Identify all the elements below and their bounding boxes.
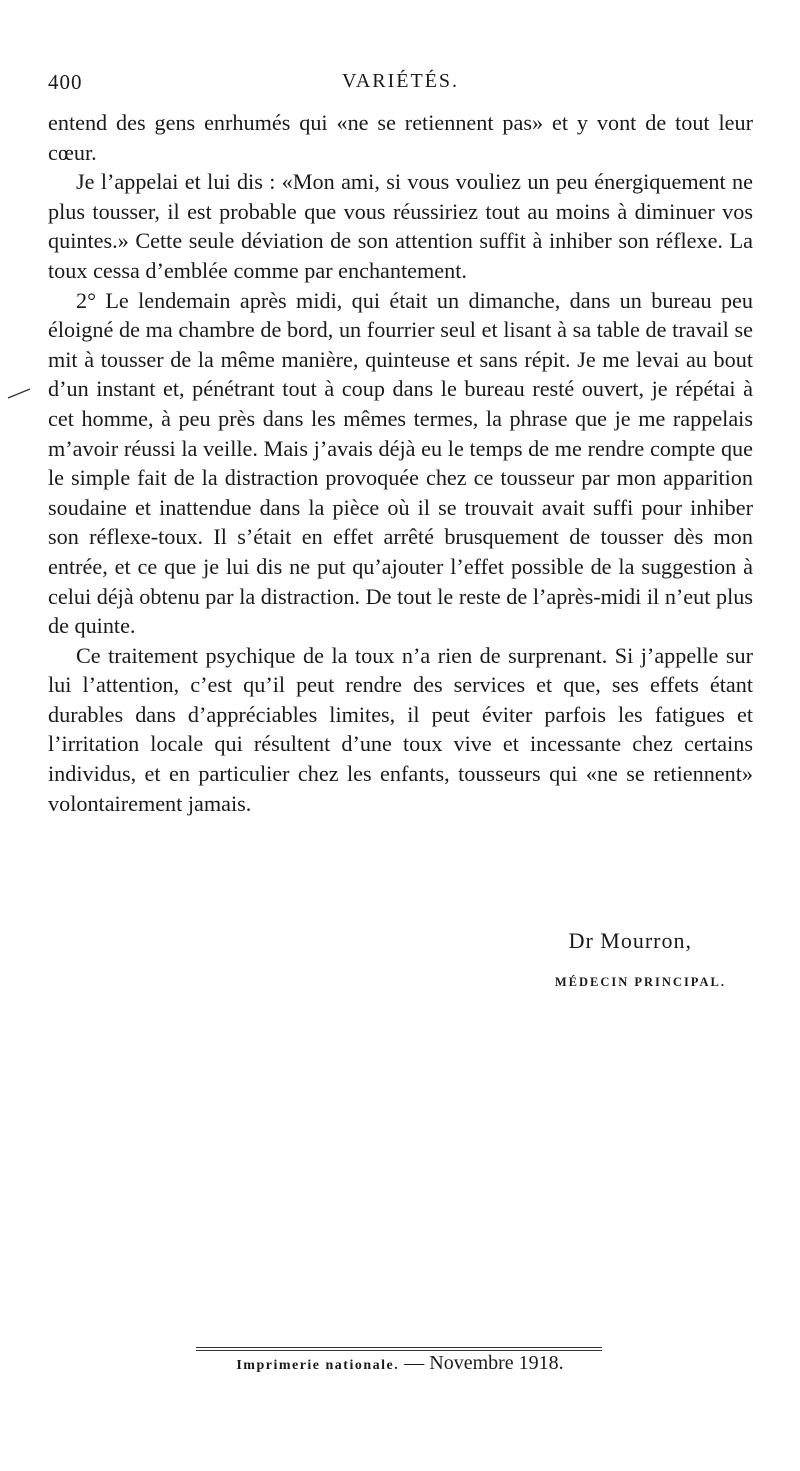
footer-rule <box>196 1350 602 1351</box>
footer-rule <box>196 1347 602 1348</box>
paragraph: Ce traitement psychique de la toux n’a rien de surprenant. Si j’appelle sur lui l’attention, c’est qu’il peut rendre des services et que, ses effets étant durables dans d’appréciables limites, il peut éviter parfois les fatigues et l’irritation locale qui résultent d’une toux vive et incessante chez certains individus, et en particulier chez les enfants, tousseurs qui «ne se retiennent» volontairement jamais. <box>48 642 753 816</box>
print-date: Novembre 1918. <box>429 1352 564 1374</box>
paragraph: Je l’appelai et lui dis : «Mon ami, si vous vouliez un peu énergiquement ne plus tousser, il est probable que vous réussiriez tout au moins à diminuer vos quintes.» Cette seule déviation de son attention suffit à inhiber son réflexe. La toux cessa d’emblée comme par enchantement. <box>48 169 753 283</box>
author-title: MÉDECIN PRINCIPAL. <box>554 975 726 989</box>
paragraph: 2° Le lendemain après midi, qui était un dimanche, dans un bureau peu éloigné de ma chambre de bord, un fourrier seul et lisant à sa table de travail se mit à tousser de la même manière, quinteuse et sans répit. Je me levai au bout d’un instant et, pénétrant tout à coup dans le bureau resté ouvert, je répétai à cet homme, à peu près dans les mêmes termes, la phrase que je me rappelais m’avoir réussi la veille. Mais j’avais déjà eu le temps de me rendre compte que le simple fait de la distraction provoquée chez ce tousseur par mon apparition soudaine et inattendue dans la pièce où il se trouvait avait suffi pour inhiber son réflexe-toux. Il s’était en effet arrêté brusquement de tousser dès mon entrée, et ce que je lui dis ne put qu’ajouter l’effet possible de la suggestion à celui déjà obtenu par la distraction. De tout le reste de l’après-midi il n’eut plus de quinte. <box>48 287 753 639</box>
article-body <box>48 108 753 818</box>
author-signature: Dr Mourron, <box>568 928 692 953</box>
imprint-line <box>0 1352 800 1375</box>
paragraph: entend des gens enrhumés qui «ne se retiennent pas» et y vont de tout leur cœur. <box>48 110 753 165</box>
page-header <box>48 70 753 100</box>
page-number: 400 <box>48 70 83 94</box>
running-title: VARIÉTÉS. <box>341 70 460 92</box>
printer-name: Imprimerie nationale. <box>236 1358 400 1373</box>
imprint-separator: — <box>404 1352 425 1374</box>
margin-pencil-mark <box>7 387 31 399</box>
